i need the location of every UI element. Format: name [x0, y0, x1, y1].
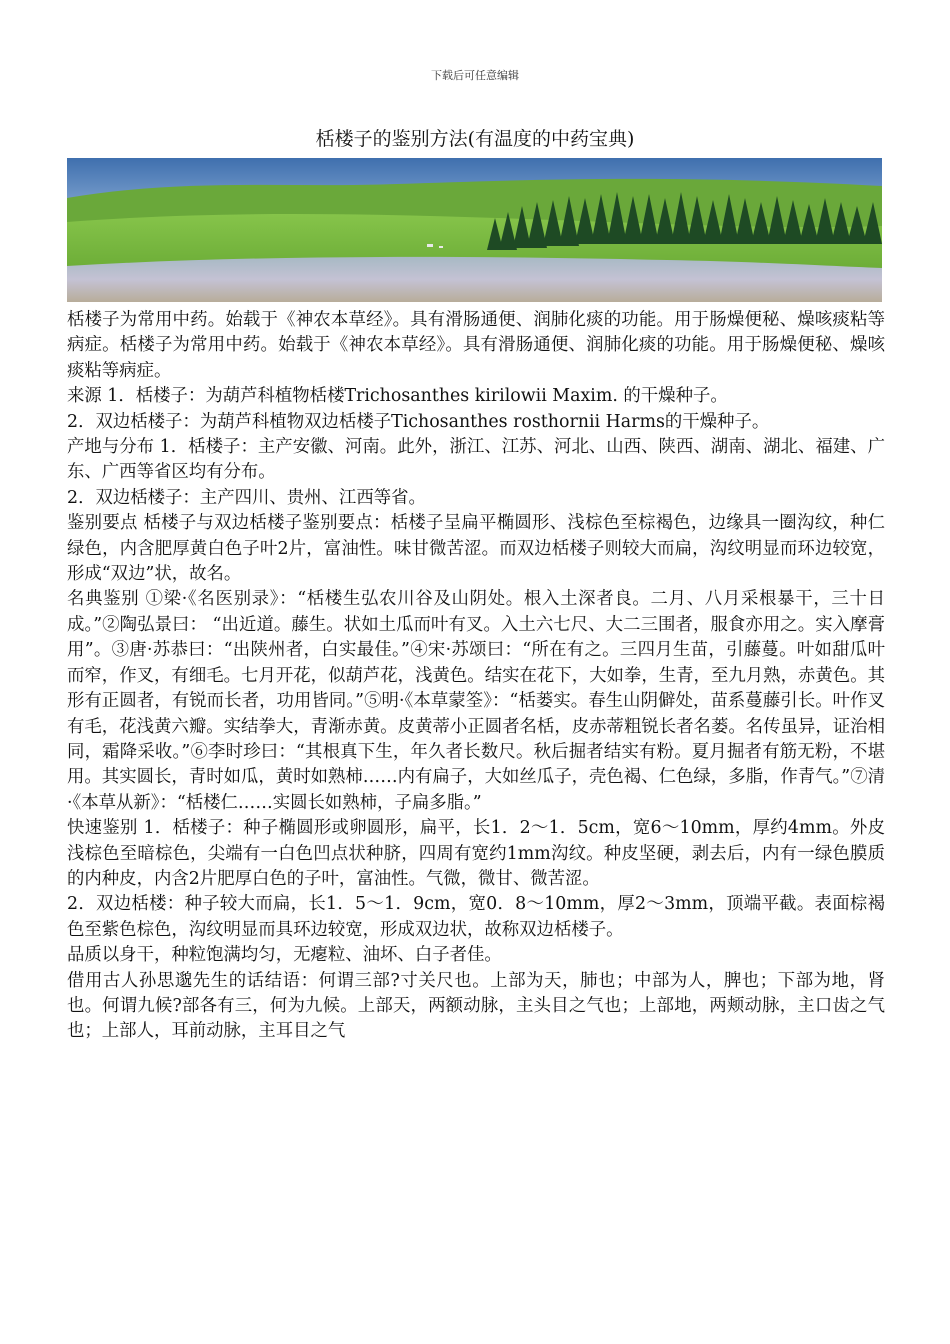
quality-paragraph: 品质以身干，种粒饱满均匀，无瘪粒、油坏、白子者佳。	[67, 945, 502, 966]
landscape-banner-image	[67, 158, 882, 302]
source-paragraph-2: 2．双边栝楼子：为葫芦科植物双边栝楼子Tichosanthes rosthornii Harms的干燥种子。	[67, 411, 770, 432]
identification-paragraph: 鉴别要点 栝楼子与双边栝楼子鉴别要点：栝楼子呈扁平椭圆形、浅棕色至棕褐色，边缘具一圈沟纹，种仁绿色，内含肥厚黄白色子叶2片，富油性。味甘微苦涩。而双边栝楼子则较大而扁，沟纹明显而环边较宽，形成“双边”状，故名。	[67, 513, 885, 585]
header-note: 下载后可任意编辑	[431, 69, 519, 82]
quick-identification-paragraph: 快速鉴别 1．栝楼子：种子椭圆形或卵圆形，扁平，长1．2～1．5cm，宽6～10mm，厚约4mm。外皮浅棕色至暗棕色，尖端有一白色凹点状种脐，四周有宽约1mm沟纹。种皮坚硬，剥去后，内有一绿色膜质的内种皮，内含2片肥厚白色的子叶，富油性。气微，微甘、微苦涩。	[67, 818, 885, 889]
intro-paragraph: 栝楼子为常用中药。始载于《神农本草经》。具有滑肠通便、润肺化痰的功能。用于肠燥便秘、燥咳痰粘等病症。栝楼子为常用中药。始载于《神农本草经》。具有滑肠通便、润肺化痰的功能。用于肠燥便秘、燥咳痰粘等病症。	[67, 310, 885, 381]
origin-paragraph-2: 2．双边栝楼子：主产四川、贵州、江西等省。	[67, 487, 426, 508]
quick-identification-paragraph-2: 2．双边栝楼：种子较大而扁，长1．5～1．9cm，宽0．8～10mm，厚2～3mm，顶端平截。表面棕褐色至紫色棕色，沟纹明显而具环边较宽，形成双边状，故称双边栝楼子。	[67, 894, 885, 940]
closing-paragraph: 借用古人孙思邈先生的话结语：何谓三部?寸关尺也。上部为天，肺也；中部为人，脾也；下部为地，肾也。何谓九候?部各有三，何为九候。上部天，两额动脉，主头目之气也；上部地，两颊动脉，主口齿之气也；上部人，耳前动脉，主耳目之气	[67, 970, 885, 1042]
source-paragraph: 来源 1．栝楼子：为葫芦科植物栝楼Trichosanthes kirilowii Maxim. 的干燥种子。	[67, 386, 728, 407]
origin-paragraph: 产地与分布 1．栝楼子：主产安徽、河南。此外，浙江、江苏、河北、山西、陕西、湖南、湖北、福建、广东、广西等省区均有分布。	[67, 437, 885, 483]
page-title: 栝楼子的鉴别方法(有温度的中药宝典)	[315, 128, 635, 150]
classic-identification-paragraph: 名典鉴别 ①梁·《名医别录》：“栝楼生弘农川谷及山阴处。根入土深者良。二月、八月采根暴干，三十日成。”②陶弘景曰： “出近道。藤生。状如土瓜而叶有叉。入土六七尺、大二三围者，服食亦用之。实入摩膏用”。③唐·苏恭曰：“出陕州者，白实最佳。”④宋·苏颂曰：“所在有之。三四月生苗，引藤蔓。叶如甜瓜叶而窄，作叉，有细毛。七月开花，似葫芦花，浅黄色。结实在花下，大如拳，生青，至九月熟，赤黄色。其形有正圆者，有锐而长者，功用皆同。”⑤明·《本草蒙筌》：“栝蒌实。春生山阴僻处，苗系蔓藤引长。叶作叉有毛，花浅黄六瓣。实结拳大，青渐赤黄。皮黄蒂小正圆者名栝，皮赤蒂粗锐长者名蒌。名传虽异，证治相同，霜降采收。”⑥李时珍曰：“其根真下生，年久者长数尺。秋后掘者结实有粉。夏月掘者有筋无粉，不堪用。其实圆长，青时如瓜，黄时如熟柿……内有扁子，大如丝瓜子，壳色褐、仁色绿，多脂，作青气。”⑦清·《本草从新》：“栝楼仁……实圆长如熟柿，子扁多脂。”	[67, 589, 885, 813]
article-body	[67, 308, 885, 1045]
